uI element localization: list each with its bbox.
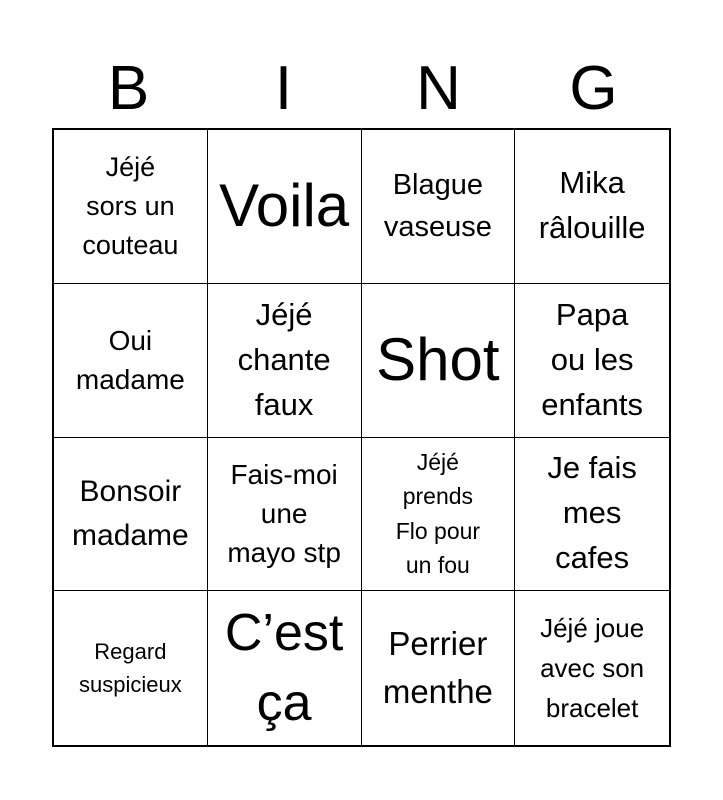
bingo-cell-r3c3[interactable] — [362, 438, 516, 592]
bingo-cell-r2c2[interactable] — [208, 284, 362, 438]
bingo-cell-r3c4[interactable] — [515, 438, 669, 592]
cell-text: Je fais mes cafes — [547, 450, 637, 576]
bingo-cell-r2c1[interactable] — [54, 284, 208, 438]
bingo-cell-r4c3[interactable] — [362, 591, 516, 745]
bingo-cell-r3c1[interactable] — [54, 438, 208, 592]
cell-text: Oui madame — [75, 324, 185, 396]
bingo-cell-r1c4[interactable] — [515, 130, 669, 284]
header-letter-b: B — [107, 54, 152, 123]
header-letter-n: N — [416, 54, 463, 123]
bingo-cell-r4c2[interactable] — [208, 591, 362, 745]
cell-text: Shot — [376, 326, 500, 394]
bingo-cell-r1c2[interactable] — [208, 130, 362, 284]
cell-text: Voila — [219, 172, 350, 240]
cell-text: Perrier menthe — [382, 625, 493, 711]
cell-text: Papa ou les enfants — [541, 296, 643, 422]
bingo-grid — [52, 128, 671, 747]
cell-text: Regard suspicieux — [79, 639, 182, 698]
bingo-cell-r2c3[interactable] — [362, 284, 516, 438]
header-letter-g: G — [569, 54, 620, 123]
bingo-cell-r4c4[interactable] — [515, 591, 669, 745]
bingo-cell-r1c1[interactable] — [54, 130, 208, 284]
cell-text: Fais-moi une mayo stp — [227, 459, 341, 569]
header-letter-i: I — [274, 54, 295, 123]
cell-text: Bonsoir madame — [72, 475, 189, 552]
cell-text: Mika râlouille — [538, 165, 646, 246]
cell-text: Jéjé chante faux — [237, 296, 331, 422]
bingo-cell-r2c4[interactable] — [515, 284, 669, 438]
cell-text: Jéjé sors un couteau — [82, 151, 179, 260]
bingo-cell-r4c1[interactable] — [54, 591, 208, 745]
cell-text: Jéjé prends Flo pour un fou — [395, 448, 481, 579]
cell-text: Blague vaseuse — [383, 169, 492, 244]
bingo-header — [52, 50, 672, 128]
cell-text: Jéjé joue avec son bracelet — [540, 612, 645, 724]
bingo-cell-r3c2[interactable] — [208, 438, 362, 592]
cell-text: C’est ça — [224, 603, 344, 733]
bingo-cell-r1c3[interactable] — [362, 130, 516, 284]
